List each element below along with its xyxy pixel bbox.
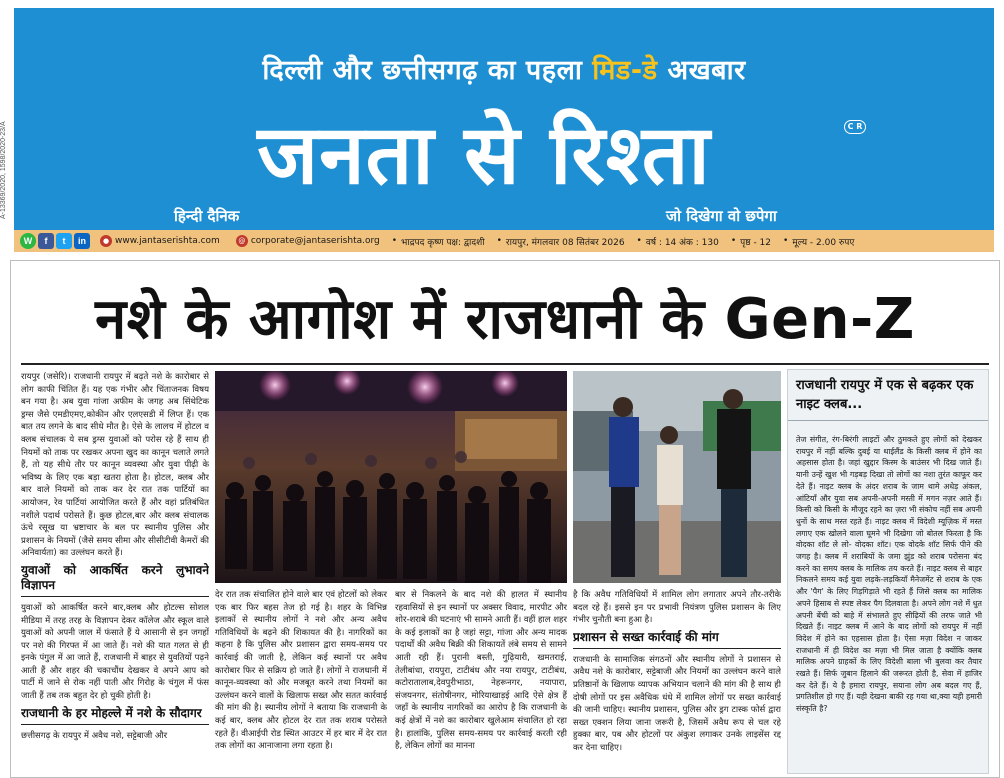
article-paragraph: युवाओं को आकर्षित करने बार,क्लब और होटल्स सोशल मीडिया में तरह तरह के विज्ञापन देकर कॉलेज और स्कूल वाले युवाओं को अपनी जाल में फंसाते हैं ये आसानी से इन जगहों पर नशे की गिरफ्त में आ जाते हैं। नशे की यात गलत से ही इनके पंगुल में आ जाते हैं, राजधानी में बाहर से युवतियों पढ़ने आती हैं और शहर की चकाचौंध देखकर वे अपने आप को पार्टी में जाने से रोक नहीं पाती और गिरोह के चंगुल में फंस जाती हैं तब तक बहुत देर हो चुकी होती है।	[21, 602, 209, 702]
tagline-end: अखबार	[667, 55, 746, 86]
page-count: पृष्ठ - 12	[740, 237, 772, 248]
masthead-tagline	[14, 50, 994, 87]
article-paragraph: छत्तीसगढ़ के रायपुर में अवैध नशे, सट्टेबाजी और	[21, 730, 168, 741]
article-paragraph: रायपुर (जसेरि)। राजधानी रायपुर में बढ़ते नशे के कारोबार से लोग काफी चिंतित हैं। यह एक गंभीर और चिंताजनक विषय बन गया है। अब युवा गांजा अफीम के जगह अब सिंथेटिक ड्रग्स जैसे एमडीएमए,कोकीन और एलएसडी में लिप्त हैं। एक बात तय लगने के बाद सीधे मौत है। ऐसे के लालच में होटल व क्लब संचालक ये सब ड्रग्स युवाओं को परोस रहे हैं साथ ही नियमों को ताक पर रखकर अपना खुद का कानून चलाते लगते हैं, तो यह सीधे तौर पर कानून व्यवस्था और युवा पीढ़ी के भविष्य के लिए एक बड़ा खतरा होता है। होटल, क्लब और बार वाले नियमों को ताक कर देर रात तक पार्टियों का आयोजन, रेव पार्टियां आयोजित करते हैं और वहां प्रतिबंधित नशीले पदार्थ परोसते हैं। कुछ होटल,बार और क्लब संचालक ऊंचे रसूख या भ्रष्टाचार के बल पर स्थानीय पुलिस और प्रशासन के नियमों (जैसे समय सीमा और सीसीटीवी कैमरों की अनिवार्यता) का उल्लंघन करते हैं।	[21, 372, 209, 559]
tagline-text: दिल्ली और छत्तीसगढ़ का पहला	[262, 55, 583, 86]
year-issue: वर्ष : 14 अंक : 130	[645, 237, 719, 248]
article-paragraph: देर रात तक संचालित होने वाले बार एवं होटलों को लेकर एक बार फिर बहस तेज हो गई है। शहर के विभिन्न इलाकों से स्थानीय लोगों ने नशे और अन्य अवैध गतिविधियों के बढ़ने की शिकायत की है। नागरिकों का कहना है कि पुलिस और प्रशासन द्वारा समय-समय पर कार्रवाई की जाती है, लेकिन कई स्थानों पर अवैध कारोबार फिर से सक्रिय हो जाते हैं। लोगों ने राजधानी में कानून-व्यवस्था को और मजबूत करने तथा नियमों का उल्लंघन करने वालों के खिलाफ सख्त और सतत कार्रवाई की मांग की है। स्थानीय लोगों ने बताया कि राजधानी के कई बार, क्लब और होटल देर रात तक शराब परोसते रहते हैं। वीआईपी रोड स्थित आउटर में हर बार में देर रात तक लोगों का आनाजाना लगा रहता है।	[215, 590, 387, 752]
article-column-2	[215, 589, 387, 775]
nightclub-photo	[215, 371, 567, 583]
facebook-icon[interactable]: f	[38, 233, 54, 249]
article-paragraph: बार से निकलने के बाद नशे की हालत में स्थानीय रहवासियों से इन स्थानों पर अक्सर विवाद, मारपीट और शोर-शराबे की घटनाएं भी सामने आती हैं। वहीं हाल शहर के कई इलाकों का है जहां सट्टा, गांजा और अन्य मादक पदार्थों की अवैध बिक्री की शिकायतें लंबे समय से सामने आती रही हैं। पुरानी बस्ती, गुढ़ियारी, खमतराई, तेलीबांधा, रायपुरा, टाटीबंध और नया रायपुर, टाटीबंध, कटोरातालाब,देवपुरीभाठा, नेहरूनगर, नयापारा, संजयनगर, संतोषीनगर, मोरियाखाड़ई आदि ऐसे क्षेत्र हैं जहाँ के स्थानीय नागरिकों का आरोप है कि राजधानी के कई क्षेत्रों में नशे का कारोबार खुलेआम संचालित हो रहा है। हालांकि, पुलिस समय-समय पर कार्रवाई करती रही है, लेकिन लोगों का मानना	[395, 590, 567, 752]
city-date: रायपुर, मंगलवार 08 सितंबर 2026	[505, 237, 625, 248]
side-registration-code: A-13369/2020, 1598/2020-23/A	[0, 121, 7, 219]
street-people-photo	[573, 371, 781, 583]
newspaper-motto: जो दिखेगा वो छपेगा	[666, 207, 777, 225]
daily-label: हिन्दी दैनिक	[174, 207, 240, 225]
sidebar-title: राजधानी रायपुर में एक से बढ़कर एक नाइट क्लब...	[788, 370, 988, 421]
sidebar-box	[787, 369, 989, 774]
article-column-1	[21, 371, 209, 775]
newspaper-page	[10, 260, 1000, 778]
main-headline: नशे के आगोश में राजधानी के Gen-Z	[95, 287, 915, 352]
mail-icon: @	[236, 235, 248, 247]
subheading: युवाओं को आकर्षित करने लुभावने विज्ञापन	[21, 563, 209, 597]
twitter-icon[interactable]: t	[56, 233, 72, 249]
linkedin-icon[interactable]: in	[74, 233, 90, 249]
separator: •	[496, 236, 502, 246]
street-photo-illustration	[573, 371, 781, 583]
globe-icon: ●	[100, 235, 112, 247]
separator: •	[730, 236, 737, 246]
website-link[interactable]: www.jantaserishta.com	[115, 236, 220, 246]
tagline-midday: मिड-डे	[592, 55, 658, 86]
article-paragraph: है कि अवैध गतिविधियों में शामिल लोग लगातार अपने तौर-तरीके बदल रहे हैं। इससे इन पर प्रभावी नियंत्रण पुलिस प्रशासन के लिए गंभीर चुनौती बना हुआ है।	[573, 590, 781, 626]
subheading: प्रशासन से सख्त कार्रवाई की मांग	[573, 630, 781, 649]
separator: •	[636, 236, 642, 246]
email-link[interactable]: corporate@jantaserishta.org	[250, 236, 380, 246]
newspaper-title-logo: जनता से रिश्ता	[257, 108, 711, 203]
price: मूल्य - 2.00 रुपए	[792, 237, 855, 248]
nightclub-photo-illustration	[215, 371, 567, 583]
hindu-calendar-date: भाद्रपद कृष्ण पक्ष: द्वादशी	[401, 237, 485, 248]
sidebar-text: तेज संगीत, रंग-बिरंगी लाइटों और ठुमकते हुए लोगों को देखकर रायपुर में नहीं बल्कि दुबई या थाईलैंड के किसी क्लब में होने का अहसास होता है। जहां खुद्दार किस्म के बाउंसर भी दिख जाते हैं। यानी उन्हें खुश भी गड़बड़ दिखा तो लोगों का नशा तुरंत काफूर कर देते हैं। नाइट क्लब के अंदर शराब के जाम थामे अधेड़ अंकल, आंटियाँ और युवा सब अपनी-अपनी मस्ती में मगन नज़र आते हैं। किसी को किसी के मौजूद रहने का ज़रा भी संकोच नहीं सब अपनी धुनों के साथ मस्त रहते हैं। नाइट क्लब में विदेशी म्यूज़िक में मस्त लगाए एक खोलने वाला घूमने भी दिखेगा जो बोतल फिरता है कि वोदका शॉट ले लो- वोदका शॉट। एक वोदके शॉट सिर्फ पीने की जगह है। क्लब में शराबियों के जमा झुंड को शराब परोसना बंद करने का समय क्लब के मालिक तय करते हैं। नाइट क्लब से बाहर निकलने समय कई युवा लड़के-लड़कियाँ मैनेजमेंट से शराब के एक और 'पैग' के लिए गिड़गिड़ाते भी रहते हैं जिसे क्लब का मालिक अपने हिसाब से स्पष्ट लेकर पैग दिलवाता है। अपने लोग नशे में धुत अपनी बेंची को बाहे में संभालते हुए सीढ़ियों की तरफ जाते भी दिखते हैं। नाइट क्लब में आने के बाद लोगों को रायपुर में नहीं विदेश में होने का एहसास होता है। ऐसा मज़ा विदेश न जाकर राजधानी में ही विदेश का मज़ा भी मिल जाता है क्योंकि क्लब मालिक अपने ग्राहकों के लिए विदेशी बाला भी बुलवा कर तैयार रखते हैं। सिर्फ जुबान हिलाने की जरूरत होती है, सेवा में हाजिर कर देते हैं। ये है हमारा रायपुर, सयाना लोग अब बदल गए हैं, प्रगतिशील हो गए हैं। यही देखना बाकी रह गया था,क्या यही हमारी संस्कृति है?	[796, 435, 982, 714]
masthead-info-strip	[14, 230, 994, 252]
article-column-4	[573, 589, 781, 775]
masthead	[14, 8, 994, 252]
article-column-3	[395, 589, 567, 775]
whatsapp-icon[interactable]: W	[20, 233, 36, 249]
headline-rule	[21, 363, 989, 365]
separator: •	[783, 236, 789, 246]
subheading: राजधानी के हर मोहल्ले में नशे के सौदागर	[21, 706, 209, 725]
copyright-mark-icon: C R	[844, 120, 866, 134]
separator: •	[391, 236, 398, 246]
article-paragraph: राजधानी के सामाजिक संगठनों और स्थानीय लोगों ने प्रशासन से अवैध नशे के कारोबार, सट्टेबाजी और नियमों का उल्लंघन करने वाले प्रतिष्ठानों के खिलाफ व्यापक अभियान चलाने की मांग की है साथ ही दोषी लोगों पर इस अवैधिक धंधे में शामिल लोगों पर सख्त कार्रवाई की जानी चाहिए। स्थानीय प्रशासन, पुलिस और ड्रग टास्क फोर्स द्वारा सख्त एक्शन लिया जाना जरूरी है, जिसमें अवैध रूप से चल रहे हुक्का बार, पब और होटलों पर अंकुश लगाकर उनके लाइसेंस रद्द कर देना चाहिए।	[573, 654, 781, 753]
